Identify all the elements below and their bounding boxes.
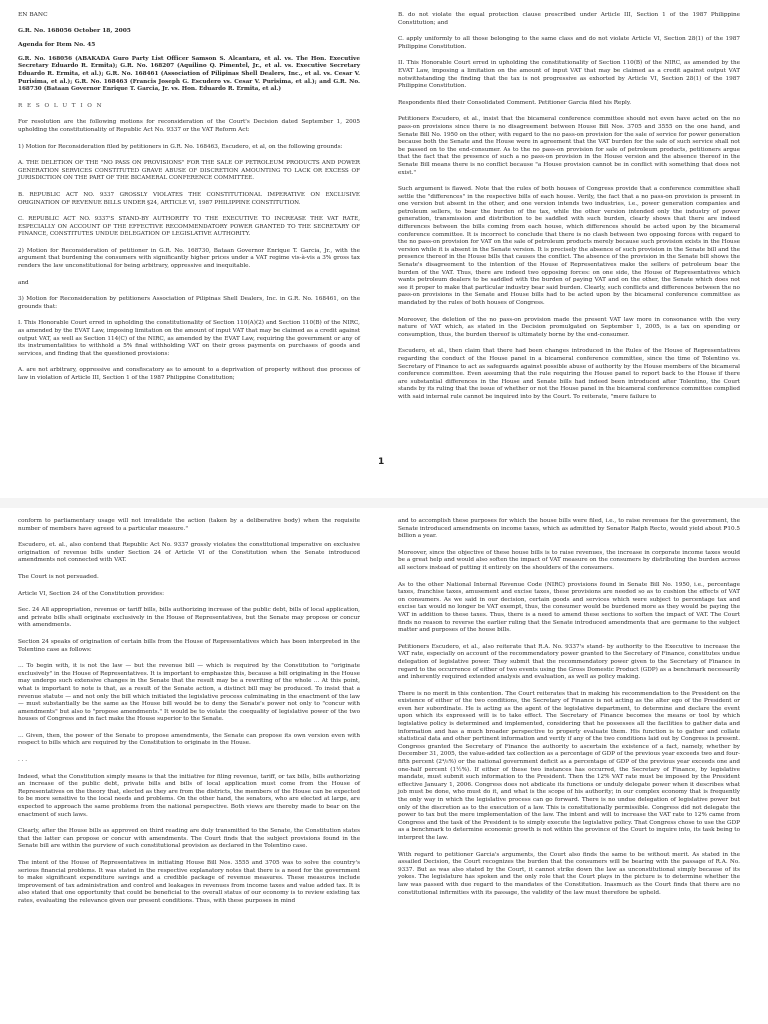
paragraph: conform to parliamentary usage will not invalidate the action (taken by a deliberative body) when the requisite number of members have agreed to a particular measure." [18, 518, 360, 532]
paragraph: Petitioners Escudero, et al., also reiterate that R.A. No. 9337's stand- by authority to the Executive to increase the VAT rate, especially on account of the recommendatory power granted to the Secretary of Finance, constitutes undue delegation of legislative power. They submit that the recommendatory power given to the Secretary of Finance in regard to the occurrence of either of two events using the Gross Domestic Product (GDP) as a benchmark necessarily and inherently required extended analysis and evaluation, as well as policy making. [398, 643, 740, 681]
paragraph: As to the other National Internal Revenue Code (NIRC) provisions found in Senate Bill No. 1950, i.e., percentage taxes, franchise taxes, amusement and excise taxes, these provisions are needed so as to cushion the effects of VAT on consumers. As we said in our decision, certain goods and services which were subject to percentage tax and excise tax would no longer be VAT exempt, thus, the consumer would be burdened more as they would be paying the VAT in addition to these taxes. Thus, there is a need to amend these sections to soften the impact of VAT. The Court finds no reason to reverse the earlier ruling that the Senate introduced amendments that are germane to the subject matter and purposes of the house bills. [398, 581, 740, 634]
paragraph: G.R. No. 168056 October 18, 2005 [18, 26, 131, 34]
paragraph: Such argument is flawed. Note that the rules of both houses of Congress provide that a conference committee shall settle the "differences" in the respective bills of each house. Verily, the fact that a no pass-on provision is present in one version but absent in the other, and one version intends two industries, i.e., power generation companies and petroleum sellers, to bear the burden of the tax, while the other version intended only the industry of power generation, transmission and distribution to be saddled with such burden, clearly shows that there are indeed differences between the bills coming from each house, which differences should be acted upon by the bicameral conference committee. It is incorrect to conclude that there is no clash between two opposing forces with regard to the no pass-on provision for VAT on the sale of petroleum products merely because such provision exists in the House version while it is absent in the Senate version. It is precisely the absence of such provision in the Senate bill and the presence thereof in the House bills that causes the conflict. The absence of the provision in the Senate bill shows the Senate's disagreement to the intention of the House of Representatives make the sellers of petroleum bear the burden of the VAT. Thus, there are indeed two opposing forces: on one side, the House of Representatives which wants petroleum dealers to be saddled with the burden of paying VAT and on the other, the Senate which does not see it proper to make that particular industry bear said burden. Clearly, such conflicts and differences between the no pass-on provisions in the Senate and House bills had to be acted upon by the bicameral conference committee as mandated by the rules of both houses of Congress. [398, 186, 740, 306]
page-separator [0, 498, 768, 508]
paragraph: EN BANC [18, 12, 48, 18]
paragraph: II. This Honorable Court erred in upholding the constitutionality of Section 110(B) of the NIRC, as amended by the EVAT Law, imposing a limitation on the amount of input VAT that may be claimed as a credit against output VAT notwithstanding the finding that the tax is not progressive as exhorted by Article VI, Section 28(1) of the 1987 Philippine Constitution. [398, 60, 740, 90]
paragraph: For resolution are the following motions for reconsideration of the Court's Decision dated September 1, 2005 upholding the constitutionality of Republic Act No. 9337 or the VAT Reform Act: [18, 119, 360, 133]
page-number: 1 [378, 457, 385, 467]
paragraph: and [18, 279, 29, 286]
paragraph: B. do not violate the equal protection clause prescribed under Article III, Section 1 of the 1987 Philippine Constitution; and [398, 12, 740, 26]
paragraph: Escudero, et. al., also contend that Republic Act No. 9337 grossly violates the constitutional imperative on exclusive origination of revenue bills under Section 24 of Article VI of the Constitution when the Senate introduced amendments not connected with VAT. [18, 542, 360, 564]
paragraph: R E S O L U T I O N [18, 102, 104, 109]
paragraph: With regard to petitioner Garcia's arguments, the Court also finds the same to be without merit. As stated in the assailed Decision, the Court recognizes the burden that the consumers will be bearing with the passage of R.A. No. 9337. But as was also stated by the Court, it cannot strike down the law as unconstitutional simply because of its yokes. The legislature has spoken and the only role that the Court plays in the picture is to determine whether the law was passed with due regard to the mandates of the Constitution. Inasmuch as the Court finds that there are no constitutional infirmities with its passage, the validity of the law must therefore be upheld. [398, 851, 740, 896]
paragraph: Article VI, Section 24 of the Constitution provides: [18, 590, 165, 597]
paragraph: Moreover, since the objective of these house bills is to raise revenues, the increase in corporate income taxes would be a great help and would also soften the impact of VAT measure on the consumers by distributing the burden across all sectors instead of putting it entirely on the shoulders of the consumers. [398, 549, 740, 571]
paragraph: Escudero, et al., then claim that there had been changes introduced in the Rules of the House of Representatives regarding the conduct of the House panel in a bicameral conference committee, since the time of Tolentino vs. Secretary of Finance to act as safeguards against possible abuse of authority by the House members of the bicameral conference committee. Even assuming that the rule requiring the House panel to report back to the House if there are substantial differences in the House and Senate bills had indeed been introduced after Tolentino, the Court stands by its ruling that the issue of whether or not the House panel in the bicameral conference committee complied with said internal rule cannot be inquired into by the Court. To reiterate, "mere failure to [398, 348, 740, 400]
paragraph: 1) Motion for Reconsideration filed by petitioners in G.R. No. 168463, Escudero, et al, on the following grounds: [18, 143, 343, 150]
paragraph: 3) Motion for Reconsideration by petitioners Association of Pilipinas Shell Dealers, Inc. in G.R. No. 168461, on the grounds that: [18, 296, 360, 310]
paragraph: … Given, then, the power of the Senate to propose amendments, the Senate can propose its own version even with respect to bills which are required by the Constitution to originate in the House. [18, 732, 360, 747]
paragraph: C. REPUBLIC ACT NO. 9337'S STAND-BY AUTHORITY TO THE EXECUTIVE TO INCREASE THE VAT RATE, ESPECIALLY ON ACCOUNT OF THE EFFECTIVE RECOMMENDATORY POWER GRANTED TO THE SECRETARY OF FINANCE, CONSTITUTES UNDUE DELEGATION OF LEGISLATIVE AUTHORITY. [18, 216, 360, 238]
paragraph: Moreover, the deletion of the no pass-on provision made the present VAT law more in consonance with the very nature of VAT which, as stated in the Decision promulgated on September 1, 2005, is a tax on spending or consumption, thus, the burden thereof is ultimately borne by the end-consumer. [398, 316, 740, 338]
paragraph: G.R. No. 168056 (ABAKADA Guro Party List Officer Samson S. Alcantara, et al. vs. The Hon. Executive Secretary Eduardo R. Ermita); G.R. No. 168207 (Aquilino Q. Pimentel, Jr., et al. vs. Executive Secretary Eduardo R. Ermita, et al.); G.R. No. 168461 (Association of Pilipinas Shell Dealers, Inc., et al. vs. Cesar V. Purisima, et al.); G.R. No. 168463 (Francis Joseph G. Escudero vs. Cesar V. Purisima, et al.); and G.R. No. 168730 (Bataan Governor Enrique T. Garcia, Jr. vs. Hon. Eduardo R. Ermita, et al.) [18, 55, 360, 93]
paragraph: Respondents filed their Consolidated Comment. Petitioner Garcia filed his Reply. [398, 99, 632, 106]
paragraph: Sec. 24 All appropriation, revenue or tariff bills, bills authorizing increase of the public debt, bills of local application, and private bills shall originate exclusively in the House of Representatives, but the Senate may propose or concur with amendments. [18, 607, 360, 629]
paragraph: The intent of the House of Representatives in initiating House Bill Nos. 3555 and 3705 was to solve the country's serious financial problems. It was stated in the respective explanatory notes that there is a need for the government to make significant expenditure savings and a credible package of revenue measures. These measures include improvement of tax administration and control and leakages in revenues from income taxes and value added tax. It is also stated that one opportunity that could be beneficial to the overall status of our economy is to review existing tax rates, evaluating the relevance given our present conditions. Thus, with these purposes in mind [18, 860, 360, 904]
document-page-1 [0, 0, 768, 498]
paragraph: There is no merit in this contention. The Court reiterates that in making his recommendation to the President on the existence of either of the two conditions, the Secretary of Finance is not acting as the alter ego of the President or even her subordinate. He is acting as the agent of the legislative department, to determine and declare the event upon which its expressed will is to take effect. The Secretary of Finance becomes the means or tool by which legislative policy is determined and implemented, considering that he possesses all the facilities to gather data and information and has a much broader perspective to properly evaluate them. His function is to gather and collate statistical data and other pertinent information and verify if any of the two conditions laid out by Congress is present. Congress granted the Secretary of Finance the authority to ascertain the existence of a fact, namely, whether by December 31, 2005, the value-added tax collection as a percentage of GDP of the previous year exceeds two and four-fifth percent (2⁴/₅%) or the national government deficit as a percentage of GDP of the previous year exceeds one and one-half percent (1½%). If either of these two instances has occurred, the Secretary of Finance, by legislative mandate, must submit such information to the President. Then the 12% VAT rate must be imposed by the President effective January 1, 2006. Congress does not abdicate its functions or unduly delegate power when it describes what job must be done, who must do it, and what is the scope of his authority; in our complex economy that is frequently the only way in which the legislative process can go forward. There is no undue delegation of legislative power but only of the discretion as to the execution of a law. This is constitutionally permissible. Congress did not delegate the power to tax but the mere implementation of the law. The intent and will to increase the VAT rate to 12% came from Congress and the task of the President is to simply execute the legislative policy. That Congress chose to use the GDP as a benchmark to determine economic growth is not within the province of the Court to inquire into, its task being to interpret the law. [398, 690, 740, 841]
page2-left-column [18, 518, 360, 915]
paragraph: … To begin with, it is not the law — but the revenue bill — which is required by the Constitution to "originate exclusively" in the House of Representatives. It is important to emphasize this, because a bill originating in the House may undergo such extensive changes in the Senate that the result may be a rewriting of the whole … At this point, what is important to note is that, as a result of the Senate action, a distinct bill may be produced. To insist that a revenue statute — and not only the bill which initiated the legislative process culminating in the enactment of the law — must substantially be the same as the House bill would be to deny the Senate's power not only to "concur with amendments" but also to "propose amendments." It would be to violate the coequality of legislative power of the two houses of Congress and in fact make the House superior to the Senate. [18, 663, 360, 723]
paragraph: Indeed, what the Constitution simply means is that the initiative for filing revenue, tariff, or tax bills, bills authorizing an increase of the public debt, private bills and bills of local application must come from the House of Representatives on the theory that, elected as they are from the districts, the members of the House can be expected to be more sensitive to the local needs and problems. On the other hand, the senators, who are elected at large, are expected to approach the same problems from the national perspective. Both views are thereby made to bear on the enactment of such laws. [18, 773, 360, 818]
page2-right-column [398, 518, 740, 906]
paragraph: Clearly, after the House bills as approved on third reading are duly transmitted to the Senate, the Constitution states that the latter can propose or concur with amendments. The Court finds that the subject provisions found in the Senate bill are within the purview of such constitutional provision as declared in the Tolentino case. [18, 828, 360, 850]
paragraph: 2) Motion for Reconsideration of petitioner in G.R. No. 168730, Bataan Governor Enrique T. Garcia, Jr., with the argument that burdening the consumers with significantly higher prices under a VAT regime vis-à-vis a 3% gross tax renders the law unconstitutional for being arbitrary, oppressive and inequitable. [18, 247, 360, 270]
paragraph: The Court is not persuaded. [18, 573, 99, 580]
paragraph: and to accomplish these purposes for which the house bills were filed, i.e., to raise revenues for the government, the Senate introduced amendments on income taxes, which as admitted by Senator Ralph Recto, would yield about ₱10.5 billion a year. [398, 518, 740, 540]
paragraph: Agenda for Item No. 45 [18, 41, 96, 49]
paragraph: Petitioners Escudero, et al., insist that the bicameral conference committee should not even have acted on the no pass-on provisions since there is no disagreement between House Bill Nos. 3705 and 3555 on the one hand, and Senate Bill No. 1950 on the other, with regard to the no pass-on provision for the sale of service for power generation because both the Senate and the House were in agreement that the VAT burden for the sale of such service shall not be passed on to the end-consumer. As to the no pass-on provision for sale of petroleum products, petitioners argue that the fact that the presence of such a no pass-on provision in the House version and the absence thereof in the Senate Bill means there is no conflict because "a House provision cannot be in conflict with something that does not exist." [398, 116, 740, 176]
paragraph: . . . [18, 757, 28, 764]
paragraph: B. REPUBLIC ACT NO. 9337 GROSSLY VIOLATES THE CONSTITUTIONAL IMPERATIVE ON EXCLUSIVE ORIGINATION OF REVENUE BILLS UNDER §24, ARTICLE VI, 1987 PHILIPPINE CONSTITUTION. [18, 191, 360, 206]
paragraph: I. This Honorable Court erred in upholding the constitutionality of Section 110(A)(2) and Section 110(B) of the NIRC, as amended by the EVAT Law, imposing limitation on the amount of input VAT that may be claimed as a credit against output VAT, as well as Section 114(C) of the NIRC, as amended by the EVAT Law, requiring the government or any of its instrumentalities to withhold a 5% final withholding VAT on their gross payments on purchases of goods and services, and finding that the questioned provisions: [18, 320, 360, 357]
paragraph: C. apply uniformly to all those belonging to the same class and do not violate Article VI, Section 28(1) of the 1987 Philippine Constitution. [398, 36, 740, 50]
paragraph: Section 24 speaks of origination of certain bills from the House of Representatives which has been interpreted in the Tolentino case as follows: [18, 638, 360, 653]
paragraph: A. are not arbitrary, oppressive and consfiscatory as to amount to a deprivation of property without due process of law in violation of Article III, Section 1 of the 1987 Philippine Constitution; [18, 367, 360, 381]
paragraph: A. THE DELETION OF THE "NO PASS ON PROVISIONS" FOR THE SALE OF PETROLEUM PRODUCTS AND POWER GENERATION SERVICES CONSTITUTED GRAVE ABUSE OF DISCRETION AMOUNTING TO LACK OR EXCESS OF JURISDICTION ON THE PART OF THE BICAMERAL CONFERENCE COMMITTEE. [18, 160, 360, 182]
document-page-2 [0, 508, 768, 1024]
page1-left-column [18, 12, 360, 392]
page1-right-column [398, 12, 740, 411]
